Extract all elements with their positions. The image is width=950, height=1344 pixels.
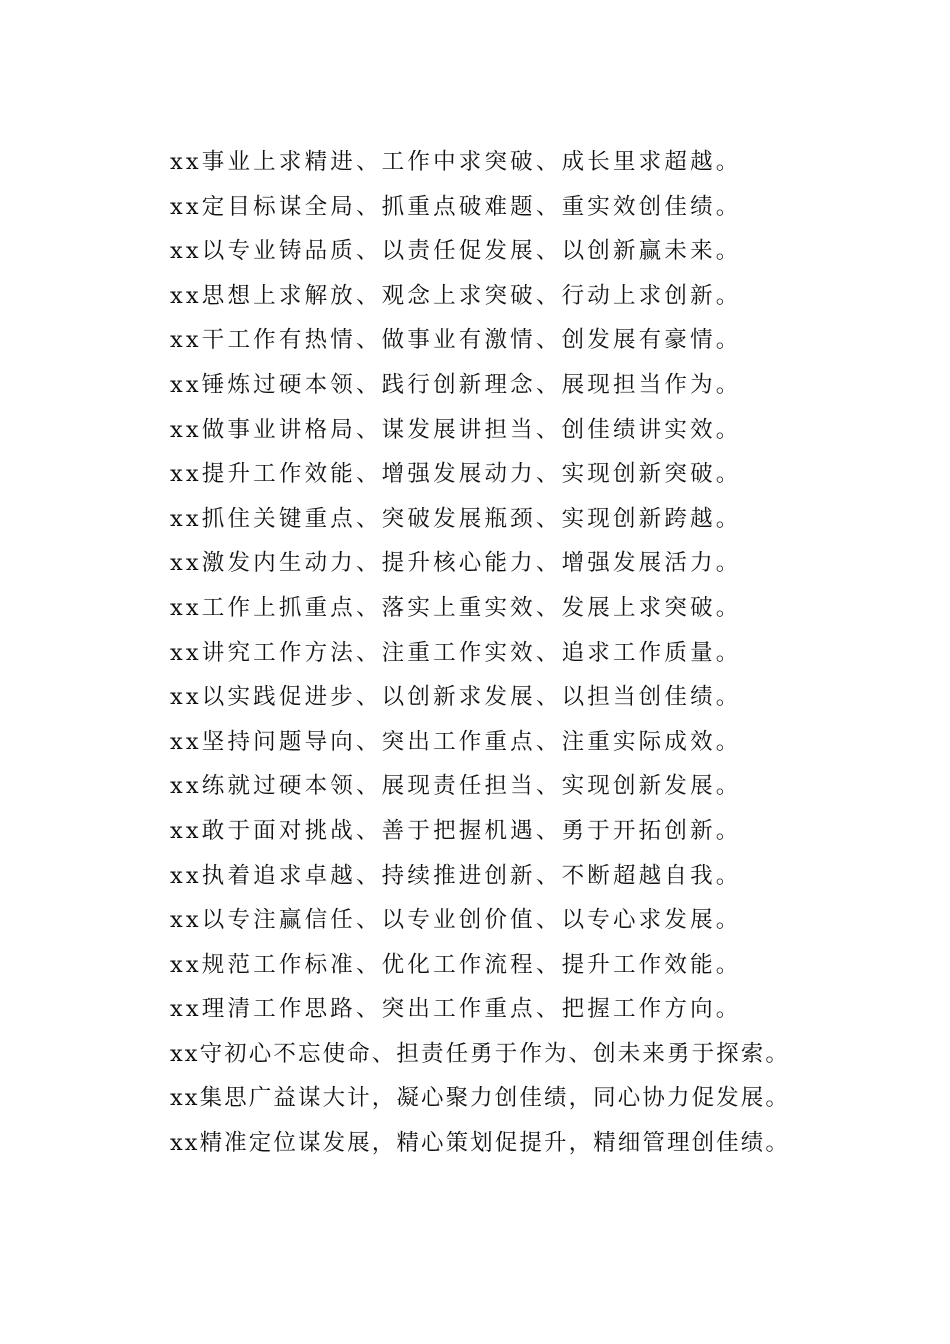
slogan-line: xx以专业铸品质、以责任促发展、以创新赢未来。 — [170, 238, 742, 265]
slogan-line: xx抓住关键重点、突破发展瓶颈、实现创新跨越。 — [170, 505, 742, 532]
slogan-line: xx以专注赢信任、以专业创价值、以专心求发展。 — [170, 907, 742, 934]
slogan-line: xx锤炼过硬本领、践行创新理念、展现担当作为。 — [170, 371, 742, 398]
slogan-line: xx做事业讲格局、谋发展讲担当、创佳绩讲实效。 — [170, 416, 742, 443]
slogan-line: xx练就过硬本领、展现责任担当、实现创新发展。 — [170, 773, 742, 800]
slogan-line: xx敢于面对挑战、善于把握机遇、勇于开拓创新。 — [170, 817, 742, 844]
slogan-list — [170, 140, 820, 1166]
slogan-line: xx干工作有热情、做事业有激情、创发展有豪情。 — [170, 327, 742, 354]
slogan-line: xx执着追求卓越、持续推进创新、不断超越自我。 — [170, 862, 742, 889]
slogan-line: xx精准定位谋发展，精心策划促提升，精细管理创佳绩。 — [170, 1130, 790, 1157]
slogan-line: xx集思广益谋大计，凝心聚力创佳绩，同心协力促发展。 — [170, 1085, 790, 1112]
slogan-line: xx理清工作思路、突出工作重点、把握工作方向。 — [170, 996, 742, 1023]
slogan-line: xx工作上抓重点、落实上重实效、发展上求突破。 — [170, 594, 742, 621]
slogan-line: xx以实践促进步、以创新求发展、以担当创佳绩。 — [170, 684, 742, 711]
slogan-line: xx提升工作效能、增强发展动力、实现创新突破。 — [170, 461, 742, 488]
slogan-line: xx讲究工作方法、注重工作实效、追求工作质量。 — [170, 639, 742, 666]
slogan-line: xx思想上求解放、观念上求突破、行动上求创新。 — [170, 282, 742, 309]
slogan-line: xx定目标谋全局、抓重点破难题、重实效创佳绩。 — [170, 193, 742, 220]
slogan-line: xx守初心不忘使命、担责任勇于作为、创未来勇于探索。 — [170, 1040, 790, 1067]
slogan-line: xx激发内生动力、提升核心能力、增强发展活力。 — [170, 550, 742, 577]
slogan-line: xx坚持问题导向、突出工作重点、注重实际成效。 — [170, 728, 742, 755]
slogan-line: xx事业上求精进、工作中求突破、成长里求超越。 — [170, 149, 742, 175]
slogan-line: xx规范工作标准、优化工作流程、提升工作效能。 — [170, 951, 742, 978]
